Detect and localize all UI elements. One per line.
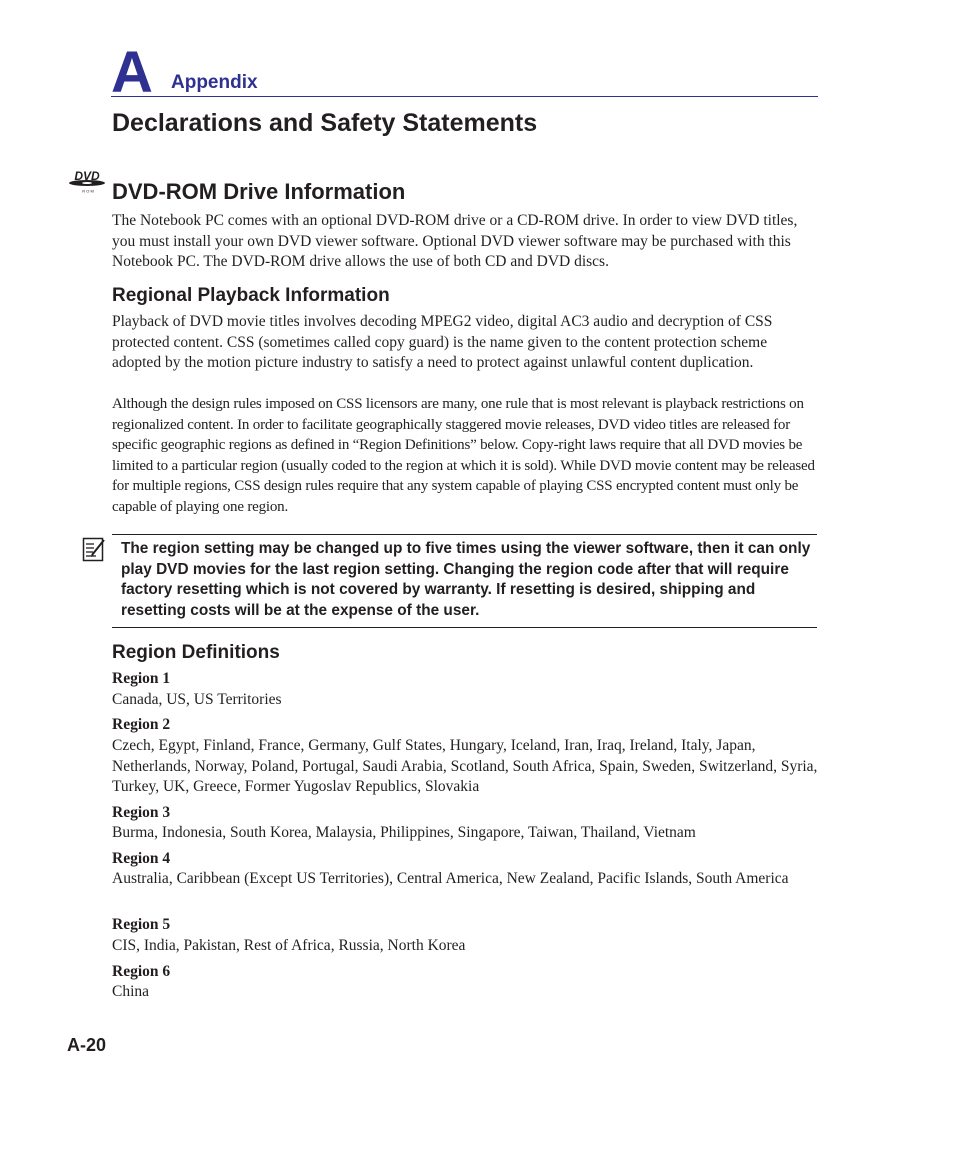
dvd-logo-subtext: R O M	[82, 188, 94, 194]
header-divider	[111, 96, 818, 97]
regional-playback-paragraph-2: Although the design rules imposed on CSS licensors are many, one rule that is most relevant is playback restrictions on regionalized content. In order to facilitate geographically staggered movie releases, DVD video titles are released for specific geographic regions as defined in “Region Definitions” below. Copy-right laws require that all DVD movies be limited to a particular region (usually coded to the region at which it is sold). While DVD movie content may be released for multiple regions, CSS design rules require that any system capable of playing CSS encrypted content must only be capable of playing one region.	[112, 396, 815, 515]
region-title: Region 4	[112, 850, 171, 867]
subheading-regional-playback: Regional Playback Information	[112, 285, 390, 306]
page-number: A-20	[67, 1035, 107, 1055]
region-countries: CIS, India, Pakistan, Rest of Africa, Russia, North Korea	[112, 937, 466, 954]
page-title: Declarations and Safety Statements	[112, 109, 538, 137]
region-countries: Burma, Indonesia, South Korea, Malaysia, Philippines, Singapore, Taiwan, Thailand, Vietnam	[112, 824, 696, 841]
dvd-intro-paragraph: The Notebook PC comes with an optional DVD-ROM drive or a CD-ROM drive. In order to view DVD titles, you must install your own DVD viewer software. Optional DVD viewer software may be purchased with this Notebook PC. The DVD-ROM drive allows the use of both CD and DVD discs.	[112, 212, 798, 271]
note-text: The region setting may be changed up to five times using the viewer software, then it can only play DVD movies for the last region setting. Changing the region code after that will require factory resetting which is not covered by warranty. If resetting is desired, shipping and resetting costs will be at the expense of the user.	[121, 540, 811, 619]
region-title: Region 3	[112, 804, 171, 821]
region-countries: China	[112, 983, 150, 1000]
region-title: Region 6	[112, 963, 171, 980]
region-title: Region 5	[112, 916, 171, 933]
chapter-letter: A	[111, 40, 153, 105]
region-title: Region 1	[112, 670, 171, 687]
section-heading-dvd-rom: DVD-ROM Drive Information	[112, 179, 406, 204]
regional-playback-paragraph-1: Playback of DVD movie titles involves decoding MPEG2 video, digital AC3 audio and decryption of CSS protected content. CSS (sometimes called copy guard) is the name given to the content protection scheme adopted by the motion picture industry to satisfy a need to protect against unlawful content duplication.	[112, 313, 773, 372]
region-countries: Australia, Caribbean (Except US Territories), Central America, New Zealand, Pacific Islands, South America	[112, 870, 789, 887]
note-pad-icon	[82, 537, 106, 568]
dvd-logo-icon	[68, 168, 108, 194]
region-title: Region 2	[112, 716, 171, 733]
subheading-region-definitions: Region Definitions	[112, 642, 280, 663]
dvd-logo-text: DVD	[74, 169, 100, 183]
region-countries: Czech, Egypt, Finland, France, Germany, Gulf States, Hungary, Iceland, Iran, Iraq, Ireland, Italy, Japan, Netherlands, Norway, Poland, Portugal, Saudi Arabia, Scotland, South Africa, Spain, Sweden, Switzerland, Syria, Turkey, UK, Greece, Former Yugoslav Republics, Slovakia	[112, 737, 818, 796]
chapter-label: Appendix	[171, 72, 258, 93]
note-top-rule	[112, 534, 817, 535]
region-countries: Canada, US, US Territories	[112, 691, 282, 708]
dvd-logo	[68, 168, 108, 199]
note-bottom-rule	[112, 627, 817, 628]
